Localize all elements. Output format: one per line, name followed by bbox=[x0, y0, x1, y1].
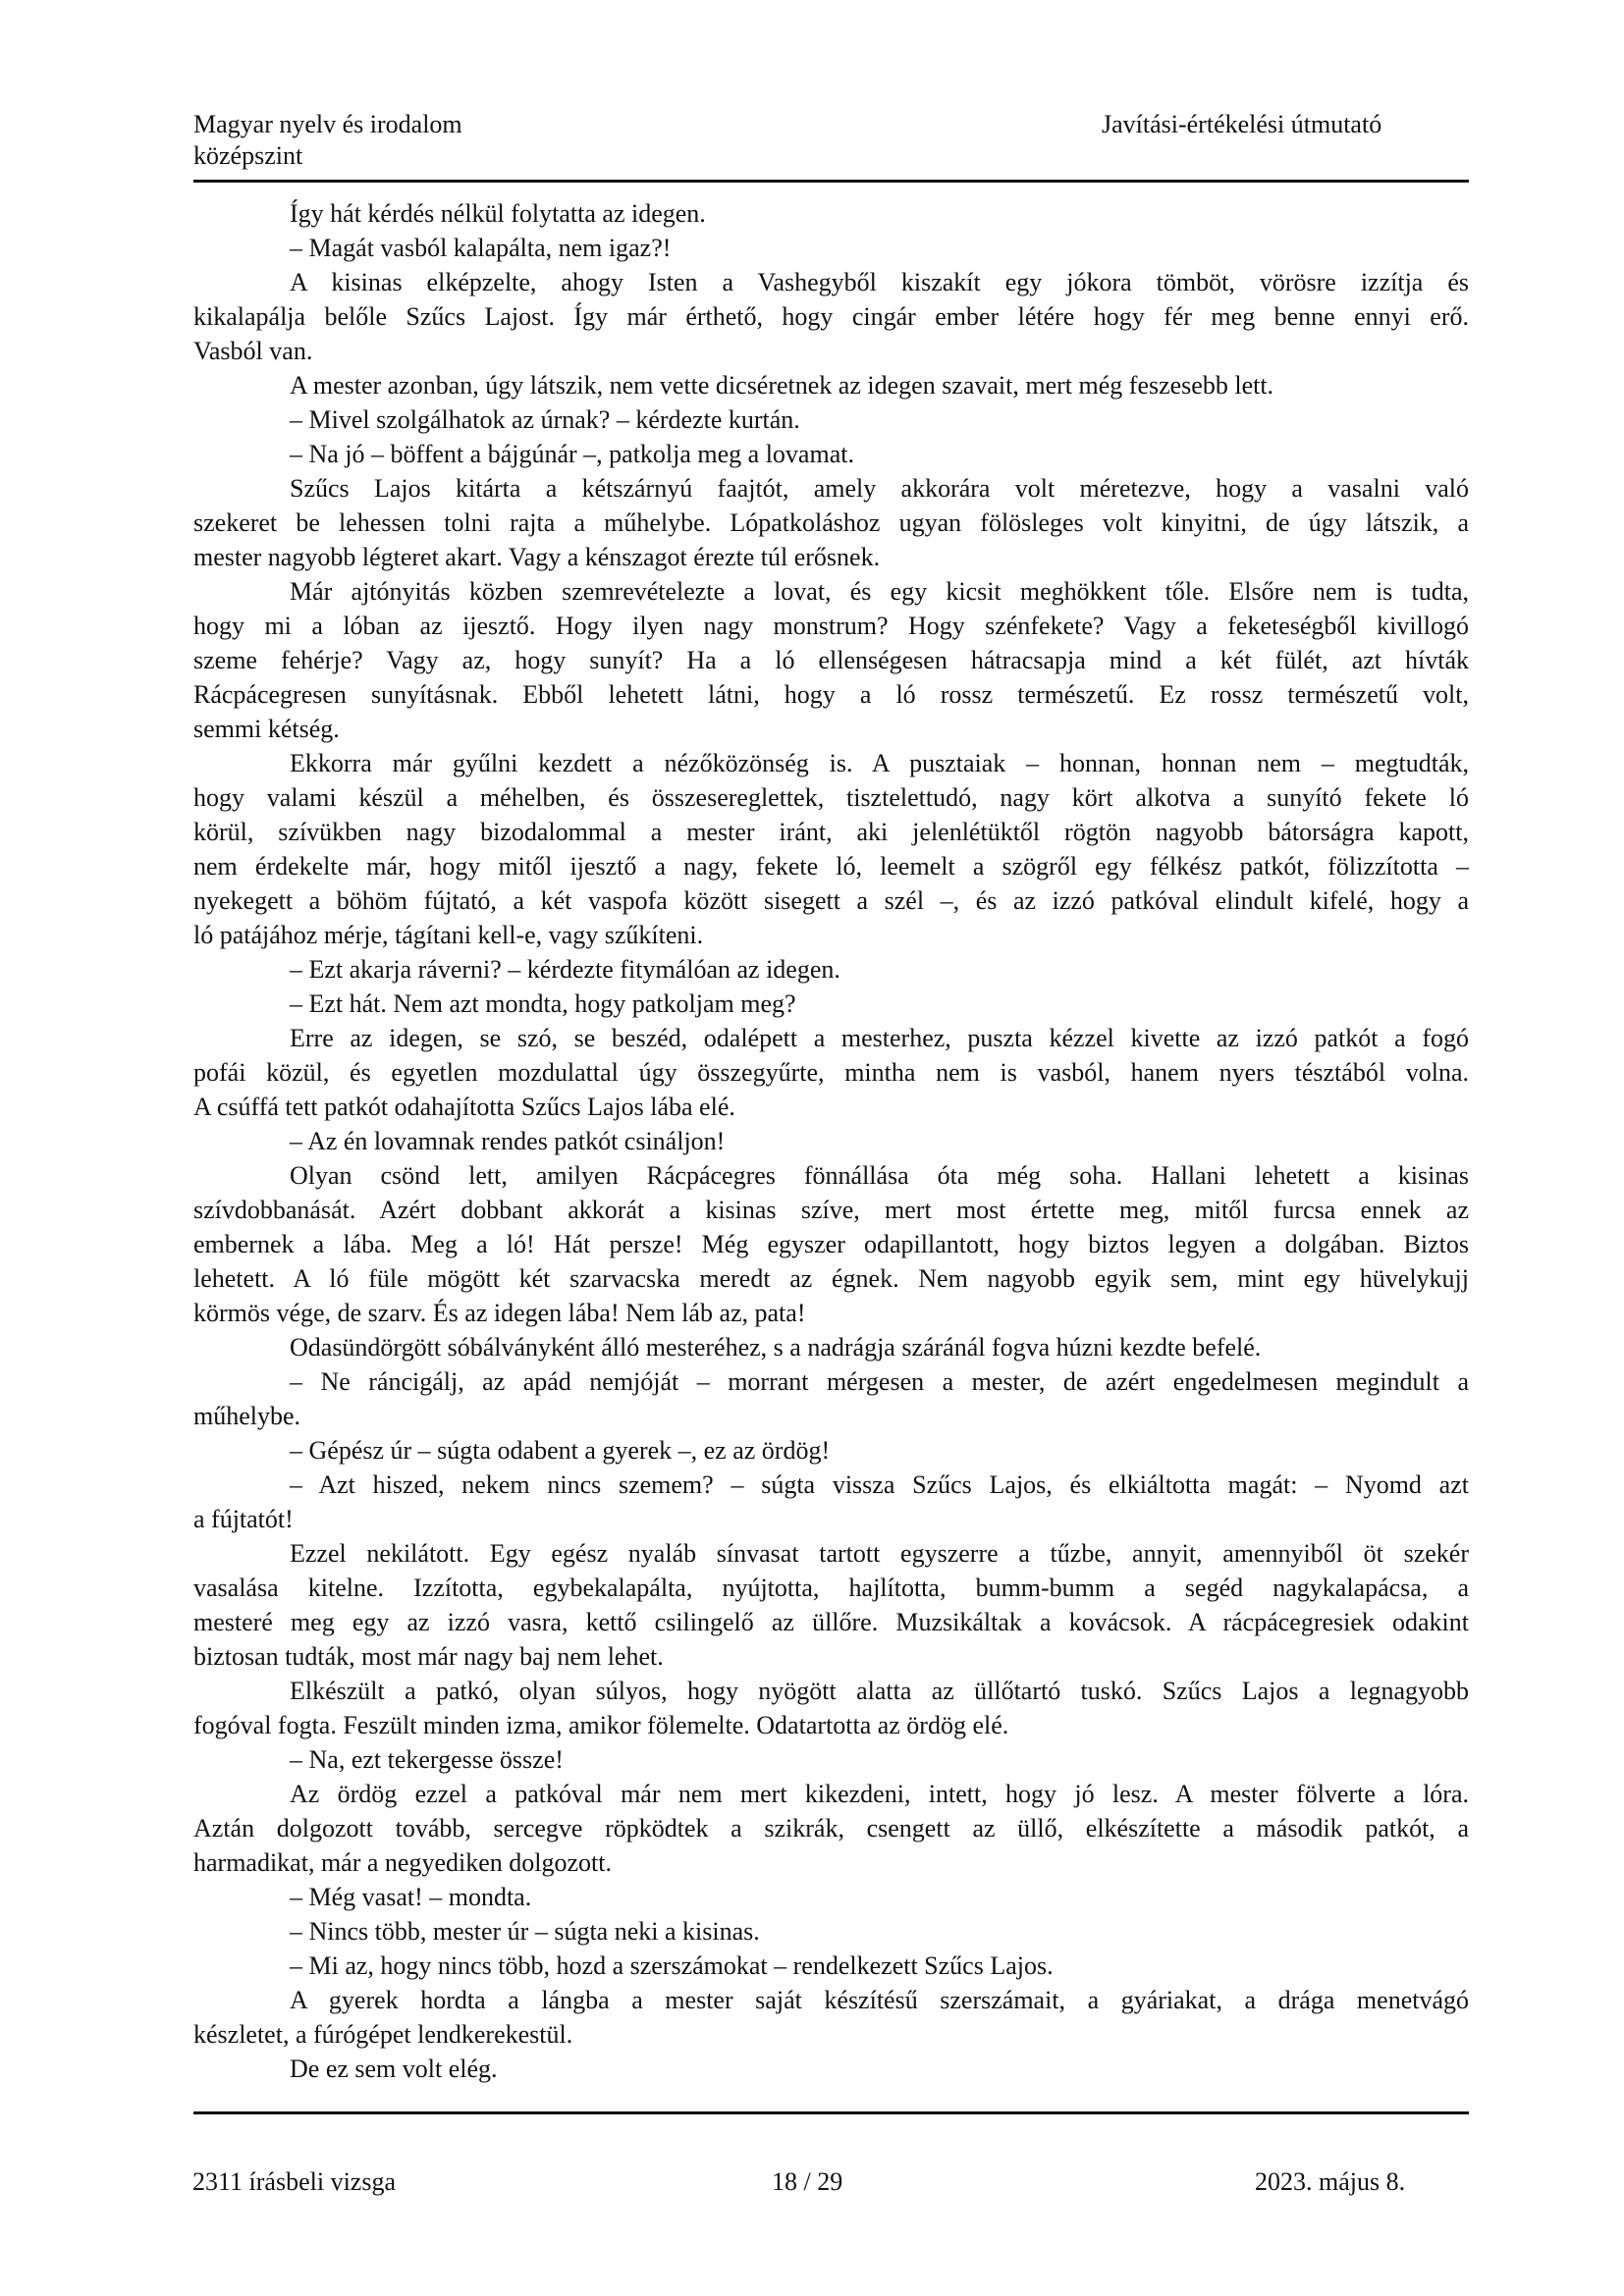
paragraph bbox=[193, 437, 1469, 471]
header-doc-type: Javítási-értékelési útmutató bbox=[1102, 110, 1382, 138]
paragraph bbox=[193, 1433, 1469, 1468]
text-line: – Mi az, hogy nincs több, hozd a szerszámokat – rendelkezett Szűcs Lajos. bbox=[290, 1951, 1054, 1980]
text-line: – Ezt hát. Nem azt mondta, hogy patkoljam meg? bbox=[290, 989, 796, 1018]
paragraph bbox=[193, 1742, 1469, 1777]
text-line: Már ajtónyitás közben szemrevételezte a lovat, és egy kicsit meghökkent tőle. Elsőre nem is tudta, bbox=[290, 577, 1469, 606]
text-line: A mester azonban, úgy látszik, nem vette dicséretnek az idegen szavait, mert még feszesebb lett. bbox=[290, 371, 1274, 400]
paragraph bbox=[193, 1914, 1469, 1949]
paragraph bbox=[193, 1330, 1469, 1364]
text-line: – Na jó – böffent a bájgúnár –, patkolja meg a lovamat. bbox=[290, 440, 854, 468]
footer-date: 2023. május 8. bbox=[1255, 2167, 1406, 2196]
text-line: – Az én lovamnak rendes patkót csináljon! bbox=[290, 1127, 726, 1155]
paragraph bbox=[193, 196, 1469, 231]
text-line: hogy mi a lóban az ijesztő. Hogy ilyen nagy monstrum? Hogy szénfekete? Vagy a feketeségből kivillogó bbox=[193, 612, 1469, 640]
text-line: A gyerek hordta a lángba a mester saját készítésű szerszámait, a gyáriakat, a drága menetvágó bbox=[290, 1986, 1469, 2014]
text-line: – Azt hiszed, nekem nincs szemem? – súgta vissza Szűcs Lajos, és elkiáltotta magát: – Nyomd azt bbox=[290, 1470, 1469, 1499]
text-line: A kisinas elképzelte, ahogy Isten a Vashegyből kiszakít egy jókora tömböt, vörösre izzítja és bbox=[290, 268, 1469, 296]
text-line: mesteré meg egy az izzó vasra, kettő csilingelő az üllőre. Muzsikáltak a kovácsok. A rácpácegresiek odakint bbox=[193, 1608, 1469, 1636]
header-level: középszint bbox=[193, 141, 303, 170]
paragraph bbox=[193, 231, 1469, 265]
text-line: harmadikat, már a negyediken dolgozott. bbox=[193, 1848, 612, 1877]
header-subject: Magyar nyelv és irodalom bbox=[193, 110, 462, 138]
paragraph bbox=[193, 1536, 1469, 1674]
footer-page-number: 18 / 29 bbox=[772, 2167, 843, 2196]
page-header-left bbox=[193, 109, 462, 172]
text-line: – Magát vasból kalapálta, nem igaz?! bbox=[290, 234, 672, 262]
paragraph bbox=[193, 402, 1469, 437]
text-line: Ekkorra már gyűlni kezdett a nézőközönség is. A pusztaiak – honnan, honnan nem – megtudták, bbox=[290, 749, 1469, 777]
text-line: – Mivel szolgálhatok az úrnak? – kérdezte kurtán. bbox=[290, 405, 800, 434]
paragraph bbox=[193, 1777, 1469, 1880]
paragraph bbox=[193, 1880, 1469, 1914]
text-line: lehetett. A ló füle mögött két szarvacska meredt az égnek. Nem nagyobb egyik sem, mint egy hüvelykujj bbox=[193, 1264, 1469, 1293]
text-line: Aztán dolgozott tovább, sercegve röpködtek a szikrák, csengett az üllő, elkészítette a második patkót, a bbox=[193, 1814, 1469, 1842]
paragraph bbox=[193, 1158, 1469, 1330]
paragraph bbox=[193, 265, 1469, 368]
text-line: vasalása kitelne. Izzította, egybekalapálta, nyújtotta, hajlította, bumm-bumm a segéd nagykalapácsa, a bbox=[193, 1574, 1469, 1602]
text-line: készletet, a fúrógépet lendkerekestül. bbox=[193, 2020, 573, 2049]
paragraph bbox=[193, 1468, 1469, 1536]
text-line: pofái közül, és egyetlen mozdulattal úgy összegyűrte, mintha nem is vasból, hanem nyers tésztából volna. bbox=[193, 1058, 1469, 1087]
paragraph bbox=[193, 574, 1469, 746]
text-line: De ez sem volt elég. bbox=[290, 2055, 498, 2083]
text-line: biztosan tudták, most már nagy baj nem lehet. bbox=[193, 1642, 664, 1671]
paragraph bbox=[193, 368, 1469, 402]
paragraph bbox=[193, 1364, 1469, 1433]
paragraph bbox=[193, 746, 1469, 952]
text-line: körmös vége, de szarv. És az idegen lába! Nem láb az, pata! bbox=[193, 1299, 806, 1327]
text-line: Olyan csönd lett, amilyen Rácpácegres fönnállása óta még soha. Hallani lehetett a kisinas bbox=[290, 1161, 1469, 1190]
text-line: Rácpácegresen sunyításnak. Ebből lehetett látni, hogy a ló rossz természetű. Ez rossz természetű volt, bbox=[193, 680, 1469, 709]
paragraph bbox=[193, 1124, 1469, 1158]
text-line: Erre az idegen, se szó, se beszéd, odalépett a mesterhez, puszta kézzel kivette az izzó patkót a fogó bbox=[290, 1024, 1469, 1052]
text-line: kikalapálja belőle Szűcs Lajost. Így már érthető, hogy cingár ember létére hogy fér meg benne ennyi erő. bbox=[193, 302, 1469, 331]
document-body bbox=[193, 196, 1469, 2086]
text-line: ló patájához mérje, tágítani kell-e, vagy szűkíteni. bbox=[193, 921, 704, 949]
paragraph bbox=[193, 1949, 1469, 1983]
text-line: szekeret be lehessen tolni rajta a műhelybe. Lópatkoláshoz ugyan fölösleges volt kinyitni, de úgy látszik, a bbox=[193, 508, 1469, 537]
text-line: – Gépész úr – súgta odabent a gyerek –, ez az ördög! bbox=[290, 1436, 831, 1465]
text-line: nem érdekelte már, hogy mitől ijesztő a nagy, fekete ló, leemelt a szögről egy félkész patkót, fölizzította – bbox=[193, 852, 1469, 881]
paragraph bbox=[193, 1021, 1469, 1124]
text-line: műhelybe. bbox=[193, 1402, 301, 1430]
text-line: hogy valami készül a méhelben, és összesereglettek, tisztelettudó, nagy kört alkotva a sunyító fekete ló bbox=[193, 783, 1469, 812]
paragraph bbox=[193, 1983, 1469, 2052]
text-line: Odasündörgött sóbálványként álló mesteréhez, s a nadrágja száránál fogva húzni kezdte befelé. bbox=[290, 1333, 1262, 1362]
text-line: – Ezt akarja ráverni? – kérdezte fitymálóan az idegen. bbox=[290, 955, 840, 984]
text-line: szeme fehérje? Vagy az, hogy sunyít? Ha a ló ellenségesen hátracsapja mind a két fülét, azt hívták bbox=[193, 646, 1469, 674]
footer-divider bbox=[193, 2111, 1469, 2114]
paragraph bbox=[193, 1674, 1469, 1742]
text-line: Így hát kérdés nélkül folytatta az idegen. bbox=[290, 199, 706, 228]
paragraph bbox=[193, 471, 1469, 574]
text-line: semmi kétség. bbox=[193, 715, 340, 743]
paragraph bbox=[193, 987, 1469, 1021]
text-line: A csúffá tett patkót odahajította Szűcs Lajos lába elé. bbox=[193, 1093, 735, 1121]
text-line: szívdobbanását. Azért dobbant akkorát a kisinas szíve, mert most értette meg, mitől furcsa ennek az bbox=[193, 1196, 1469, 1224]
text-line: – Na, ezt tekergesse össze! bbox=[290, 1745, 564, 1774]
text-line: Az ördög ezzel a patkóval már nem mert kikezdeni, intett, hogy jó lesz. A mester fölverte a lóra. bbox=[290, 1780, 1469, 1808]
text-line: fogóval fogta. Feszült minden izma, amikor fölemelte. Odatartotta az ördög elé. bbox=[193, 1711, 1009, 1739]
text-line: – Még vasat! – mondta. bbox=[290, 1883, 532, 1911]
paragraph bbox=[193, 2052, 1469, 2086]
text-line: Ezzel nekilátott. Egy egész nyaláb sínvasat tartott egyszerre a tűzbe, annyit, amennyiből öt szekér bbox=[290, 1539, 1469, 1568]
text-line: körül, szívükben nagy bizodalommal a mester iránt, aki jelenlétüktől rögtön nagyobb bátorságra kapott, bbox=[193, 818, 1469, 846]
paragraph bbox=[193, 952, 1469, 987]
header-divider bbox=[193, 180, 1469, 183]
text-line: mester nagyobb légteret akart. Vagy a kénszagot érezte túl erősnek. bbox=[193, 543, 881, 571]
text-line: nyekegett a böhöm fújtató, a két vaspofa között sisegett a szél –, és az izzó patkóval elindult kifelé, hogy a bbox=[193, 886, 1469, 915]
text-line: Elkészült a patkó, olyan súlyos, hogy nyögött alatta az üllőtartó tuskó. Szűcs Lajos a legnagyobb bbox=[290, 1677, 1469, 1705]
text-line: a fújtatót! bbox=[193, 1505, 294, 1533]
footer-exam-code: 2311 írásbeli vizsga bbox=[192, 2167, 396, 2196]
text-line: – Ne ráncigálj, az apád nemjóját – morrant mérgesen a mester, de azért engedelmesen megindult a bbox=[290, 1367, 1469, 1396]
text-line: Vasból van. bbox=[193, 337, 313, 365]
text-line: – Nincs több, mester úr – súgta neki a kisinas. bbox=[290, 1917, 760, 1946]
text-line: embernek a lába. Meg a ló! Hát persze! Még egyszer odapillantott, hogy biztos legyen a dolgában. Biztos bbox=[193, 1230, 1469, 1258]
text-line: Szűcs Lajos kitárta a kétszárnyú faajtót, amely akkorára volt méretezve, hogy a vasalni való bbox=[290, 474, 1469, 503]
